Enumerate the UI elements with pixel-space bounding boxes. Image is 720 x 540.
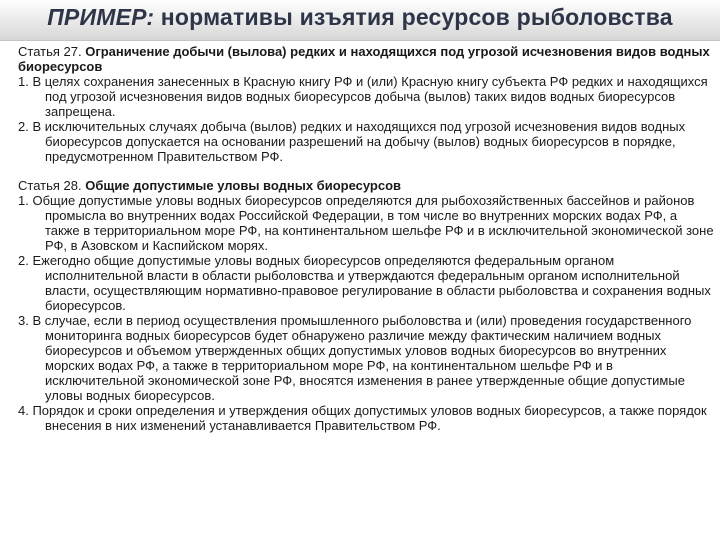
title-lead: ПРИМЕР: (47, 4, 155, 30)
article-28-title: Общие допустимые уловы водных биоресурсов (85, 178, 402, 193)
slide-title (0, 4, 720, 31)
article-28-prefix: Статья 28. (18, 178, 86, 193)
article-27-title: Ограничение добычи (вылова) редких и находящихся под угрозой исчезновения видов водных биоресурсов (18, 44, 710, 74)
article-28-item-2: 2. Ежегодно общие допустимые уловы водных биоресурсов определяются федеральным органом исполнительной власти в области рыболовства и утверждаются федеральным органом исполнительной власти, осуществляющим нормативно-правовое регулирование в области рыболовства и сохранения водных биоресурсов. (18, 253, 711, 313)
article-28-item-1: 1. Общие допустимые уловы водных биоресурсов определяются для рыбохозяйственных бассейнов и районов промысла во внутренних водах Российской Федерации, в том числе во внутренних морских водах РФ, а также в территориальном море РФ, на континентальном шельфе РФ и в исключительной экономической зоне РФ, в Азовском и Каспийском морях. (18, 193, 714, 253)
article-27-prefix: Статья 27. (18, 44, 86, 59)
article-27-heading (18, 44, 714, 74)
article-27-item-2: 2. В исключительных случаях добыча (вылов) редких и находящихся под угрозой исчезновения видов водных биоресурсов допускается на основании разрешений на добычу (вылов) водных биоресурсов в порядке, предусмотренном Правительством РФ. (18, 119, 686, 164)
article-27-item-1: 1. В целях сохранения занесенных в Красную книгу РФ и (или) Красную книгу субъекта РФ редких и находящихся под угрозой исчезновения видов водных биоресурсов добыча (вылов) таких видов водных биоресурсов запрещена. (18, 74, 708, 119)
slide-content (18, 44, 714, 433)
title-rest: нормативы изъятия ресурсов рыболовства (154, 4, 673, 30)
article-28-heading (18, 178, 714, 193)
title-band (0, 0, 720, 41)
article-28-item-4: 4. Порядок и сроки определения и утверждения общих допустимых уловов водных биоресурсов, а также порядок внесения в них изменений устанавливается Правительством РФ. (18, 403, 707, 433)
article-28-item-3: 3. В случае, если в период осуществления промышленного рыболовства и (или) проведения государственного мониторинга водных биоресурсов будет обнаружено различие между фактическим наличием водных биоресурсов и объемом утвержденных общих допустимых уловов водных биоресурсов во внутренних морских водах РФ, а также в территориальном море РФ, на континентальном шельфе РФ и в исключительной экономической зоне РФ, вносятся изменения в ранее утвержденные общие допустимые уловы водных биоресурсов. (18, 313, 692, 403)
